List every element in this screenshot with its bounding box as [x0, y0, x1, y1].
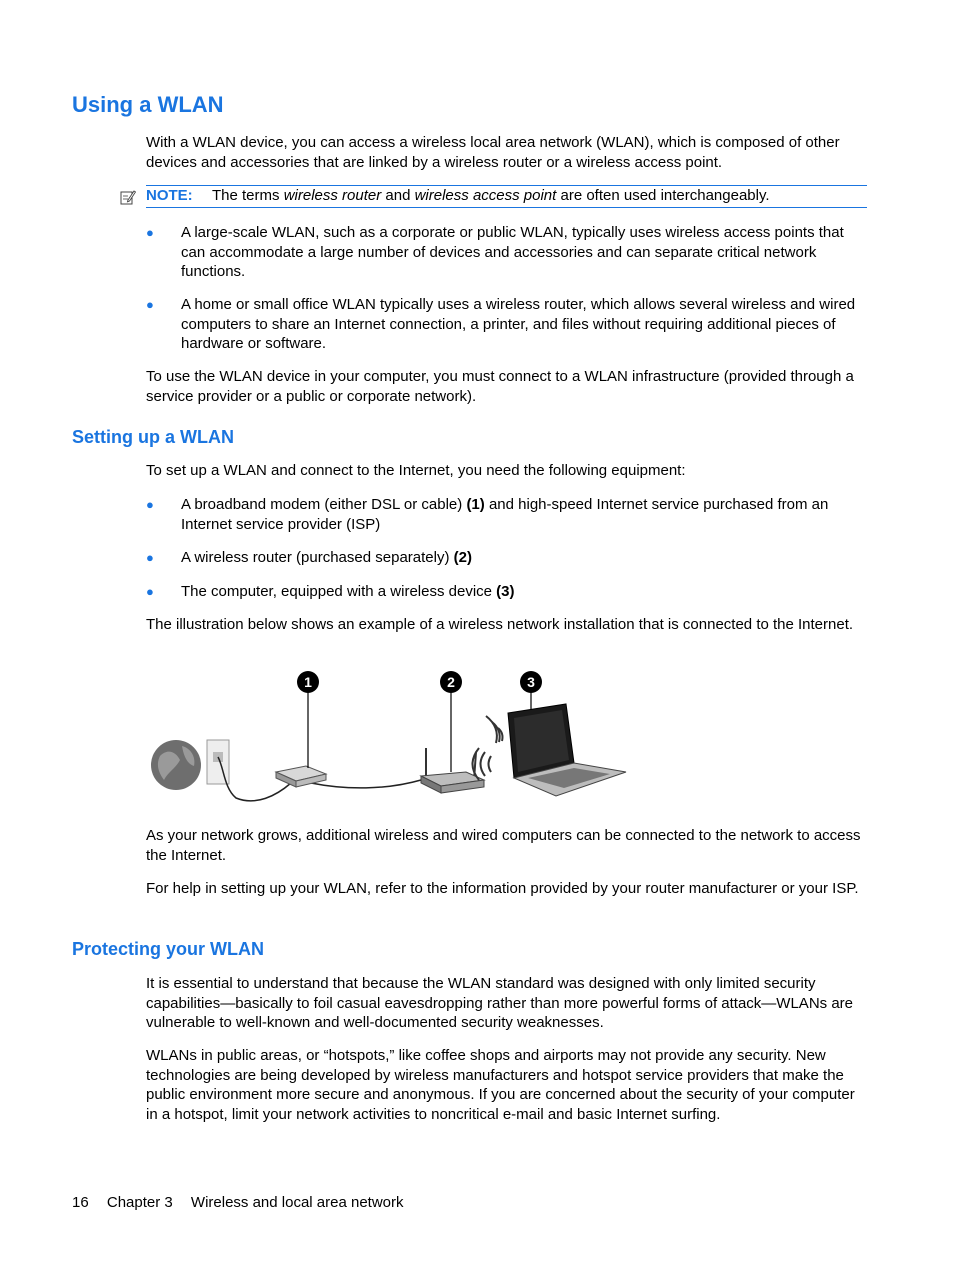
svg-text:3: 3: [527, 674, 535, 690]
wall-jack-icon: [207, 740, 229, 784]
globe-icon: [151, 740, 201, 790]
wifi-signal-icon: [473, 716, 503, 780]
page-number: 16: [72, 1194, 89, 1211]
bullet-icon: ●: [146, 584, 154, 599]
laptop-icon: [508, 704, 626, 796]
callout-3: [520, 671, 542, 693]
note-term-access-point: wireless access point: [414, 187, 557, 204]
svg-text:1: 1: [304, 674, 312, 690]
callout-2: [440, 671, 462, 693]
infrastructure-paragraph: To use the WLAN device in your computer, you must connect to a WLAN infrastructure (provided through a service provider or a public or corporate network).: [146, 368, 854, 405]
bullet-icon: ●: [146, 550, 154, 565]
help-paragraph: For help in setting up your WLAN, refer to the information provided by your router manufacturer or your ISP.: [146, 880, 859, 897]
page-footer: [72, 1194, 418, 1211]
intro-paragraph: With a WLAN device, you can access a wireless local area network (WLAN), which is composed of other devices and accessories that are linked by a wireless router or a wireless access point.: [146, 134, 840, 171]
footer-chapter-title: Wireless and local area network: [190, 1194, 404, 1211]
bullet-icon: ●: [146, 225, 154, 240]
setup-intro: To set up a WLAN and connect to the Internet, you need the following equipment:: [146, 462, 686, 479]
svg-text:2: 2: [447, 674, 455, 690]
note-rule-top: [146, 185, 867, 186]
note-term-router: wireless router: [283, 187, 382, 204]
hotspot-paragraph: WLANs in public areas, or “hotspots,” like coffee shops and airports may not provide any security. New technologies are being developed by wireless manufacturers and hotspot service providers that make the public environment more secure and anonymous. If you are concerned about the security of your computer in a hotspot, limit your network activities to noncritical e-mail and basic Internet surfing.: [146, 1047, 855, 1123]
bullet-icon: ●: [146, 297, 154, 312]
page-title: Using a WLAN: [72, 92, 224, 117]
section-heading-protect: Protecting your WLAN: [72, 939, 264, 959]
document-page: Using a WLAN With a WLAN device, you can access a wireless local area network (WLAN), which is composed of other devices and accessories that are linked by a wireless router or a wireless access point. NOTE: The terms wireless router and wireless access point are often used interchangeably. ● A large-scale WLAN, such as a corporate or public WLAN, typically uses wireless access points that can accommodate a large number of devices and accessories and can separate critical network functions. ● A home or small office WLAN typically uses a wireless router, which allows several wireless and wired computers to share an Internet connection, a printer, and files without requiring additional pieces of hardware or software. To use the WLAN device in your computer, you must connect to a WLAN infrastructure (provided through a service provider or a public or corporate network). Setting up a WLAN To set up a WLAN and connect to the Internet, you need the following equipment: ● A broadband modem (either DSL or cable) (1) and high-speed Internet service purchased from an Internet service provider (ISP) ● A wireless router (purchased separately) (2) ● The computer, equipped with a wireless device (3) The illustration below shows an example of a wireless network installation that is connected to the Internet. 1 2 3 As your network grows, additional wireless and wired computers can be connected to the network to access the Internet. For help in setting up your WLAN, refer to the information provided by your router manufacturer or your ISP. Protecting your WLAN It is essential to understand that because the WLAN standard was designed with only limited security capabilities—basically to foil casual eavesdropping rather than more powerful forms of attack—WLANs are vulnerable to well-known and well-documented security weaknesses. WLANs in public areas, or “hotspots,” like coffee shops and airports may not provide any security. New technologies are being developed by wireless manufacturers and hotspot service providers that make the public environment more secure and anonymous. If you are concerned about the security of your computer in a hotspot, limit your network activities to noncritical e-mail and basic Internet surfing. 16 Chapter 3 Wireless and local area network: [0, 0, 954, 1270]
bullet-icon: ●: [146, 497, 154, 512]
security-paragraph: It is essential to understand that because the WLAN standard was designed with only limited security capabilities—basically to foil casual eavesdropping rather than more powerful forms of attack—WLANs are vulnerable to well-known and well-documented security weaknesses.: [146, 975, 853, 1031]
note-text: The terms wireless router and wireless access point are often used interchangeably.: [212, 187, 770, 204]
note-pencil-icon: [120, 189, 136, 205]
note-rule-bottom: [146, 207, 867, 208]
footer-chapter: Chapter 3: [106, 1194, 173, 1211]
callout-1: [297, 671, 319, 693]
note-box: [120, 185, 867, 208]
section-heading-setup: Setting up a WLAN: [72, 427, 234, 447]
note-label: NOTE:: [146, 187, 193, 204]
network-grows-paragraph: As your network grows, additional wireless and wired computers can be connected to the network to access the Internet.: [146, 827, 861, 864]
wlan-illustration: [146, 668, 636, 808]
illustration-caption: The illustration below shows an example of a wireless network installation that is connected to the Internet.: [146, 616, 854, 633]
